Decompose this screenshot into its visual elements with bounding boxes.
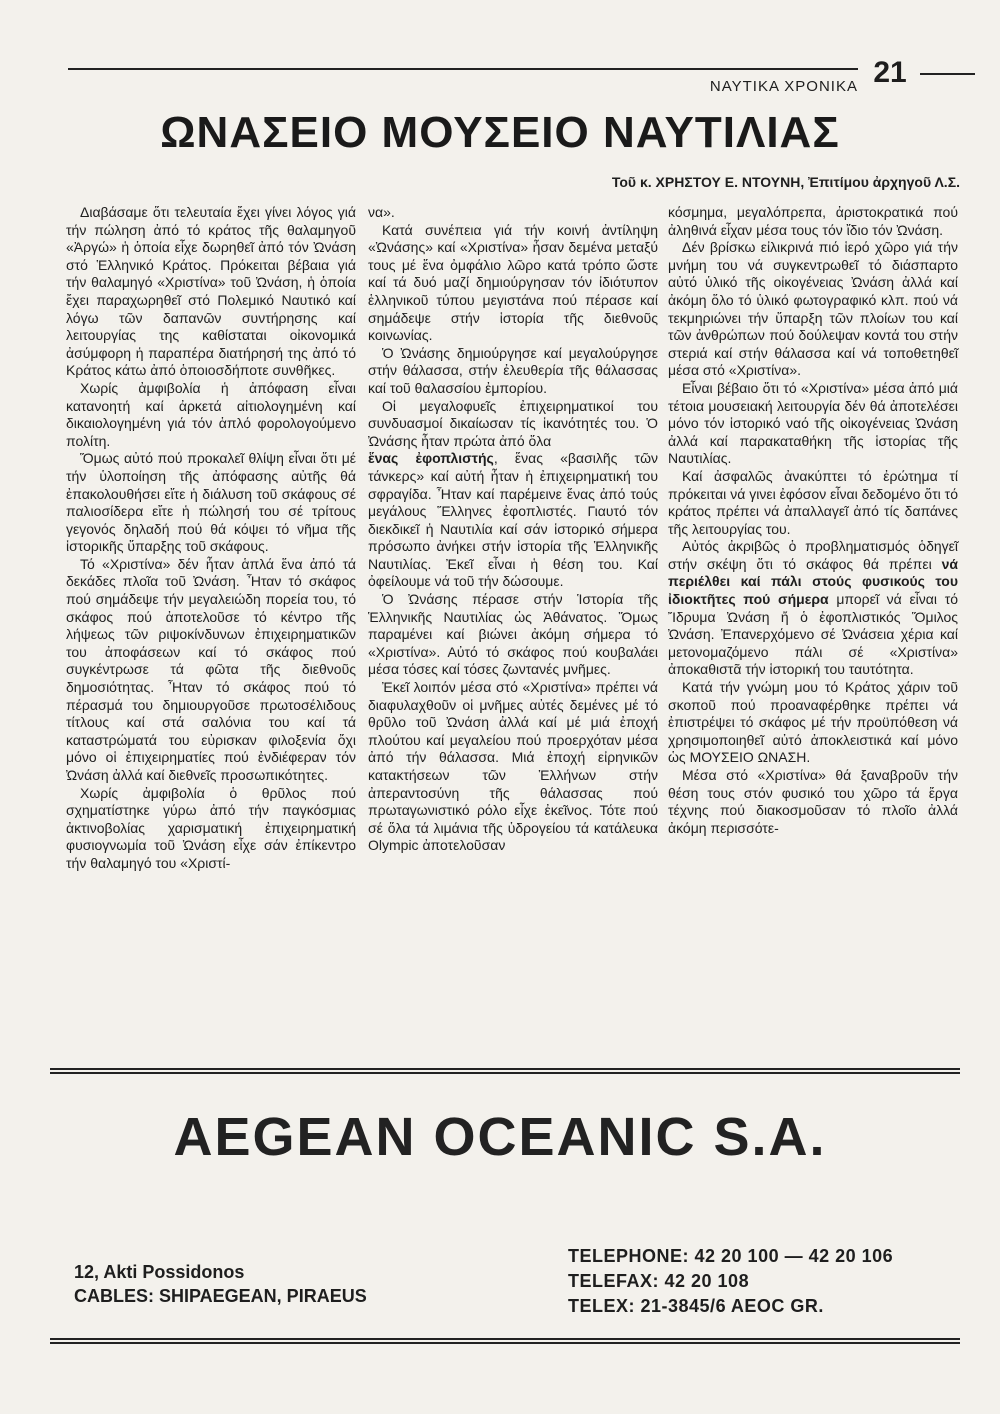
ad-rule-top xyxy=(50,1068,960,1076)
header-rule-left xyxy=(68,68,858,70)
paragraph: Τό «Χριστίνα» δέν ἦταν ἁπλά ἕνα ἀπό τά δεκάδες πλοῖα τοῦ Ὠνάση. Ἦταν τό σκάφος πού σημάδεψε τήν μεγαλειώδη πορεία του, τό σκάφος πού ἀποτελοῦσε τό κέντρο τῆς λήψεως τῶν ριψοκίνδυνων ἐπιχειρηματικῶν του ἀποφάσεων καί τό σκάφος πού συγκέντρωσε τά φῶτα τῆς διεθνοῦς δημοσιότητας. Ἦταν τό σκάφος πού τό πέρασμά του δημιουργοῦσε πρωτοσέλιδους τίτλους καί στά σαλόνια του καί τά καταστρώματά του εὐρισκαν φιλοξενία ὄχι μόνο οἱ ἐπιχειρηματίες πού ἐνδιέφεραν τόν Ὠνάση ἀλλά καί διεθνεῖς προσωπικότητες. xyxy=(66,555,356,783)
ad-address xyxy=(74,1260,474,1308)
rule-line xyxy=(50,1072,960,1074)
article-column-1 xyxy=(66,204,356,873)
rule-line xyxy=(50,1342,960,1344)
paragraph: Εἶναι βέβαιο ὅτι τό «Χριστίνα» μέσα ἀπό μιά τέτοια μουσειακή λειτουργία δέν θά ἀποτελέσει μόνο τόν ἱστορικό ναό τῆς οἰκογένειας Ὠνάση ἀλλά καί παρακαταθήκη τῆς ἱστορίας τῆς Ναυτιλίας. xyxy=(668,379,958,467)
text-run: , ἕνας «βασιλῆς τῶν τάνκερς» καί αὐτή ἦταν ἡ ἐπιχειρηματική του σφραγίδα. Ἦταν καί παρέμεινε ἕνας ἀπό τούς μεγάλους Ἕλληνες ἐφοπλιστές. Γιαυτό τόν διεκδικεῖ ἡ Ναυτιλία καί σάν ἱστορικό σήμερα πρόσωπο ἀνήκει στήν ἱστορία τῆς Ἑλληνικῆς Ναυτιλίας. Ἐκεῖ εἶναι ἡ θέση του. Καί ὀφείλουμε νά τοῦ τήν δώσουμε. xyxy=(368,450,658,590)
paragraph: Χωρίς ἀμφιβολία ἡ ἀπόφαση εἶναι κατανοητή καί ἀρκετά αἰτιολογημένη καί δικαιολογημένη γιά τόν ἁπλό φορολογούμενο πολίτη. xyxy=(66,379,356,449)
paragraph: Διαβάσαμε ὅτι τελευταία ἔχει γίνει λόγος γιά τήν πώληση ἀπό τό κράτος τῆς θαλαμηγοῦ «Ἀργώ» ἡ ὁποία εἶχε δωρηθεῖ ἀπό τόν Ὠνάση στό Ἑλληνικό Κράτος. Πρόκειται βέβαια γιά τήν θαλαμηγό «Χριστίνα» τοῦ Ὠνάση, ἡ ὁποία ἔχει παραχωρηθεῖ στό Πολεμικό Ναυτικό καί λόγω τῶν δαπανῶν συντήρησης καί λειτουργίας της καθίσταται οἰκονομικά ἀσύμφορη ἡ παραπέρα διατήρησή της ἀπό τό Κράτος κάτω ἀπό ὁποιοσδήποτε συνθῆκες. xyxy=(66,204,356,379)
rule-line xyxy=(50,1338,960,1340)
bold-text: νά περιέλθει καί πάλι στούς φυσικούς του ἰδιοκτῆτες πού σήμερα xyxy=(668,555,958,608)
telephone-line: TELEPHONE: 42 20 100 — 42 20 106 xyxy=(568,1246,894,1266)
paragraph: Ὅμως αὐτό πού προκαλεῖ θλίψη εἶναι ὅτι μέ τήν ὑλοποίηση τῆς ἀπόφασης αὐτῆς θά ἐπακολουθήσει εἴτε ἡ διάλυση τοῦ σκάφους σέ παλιοσίδερα εἴτε ἡ πώλησή του σέ τρίτους γεγονός δηλαδή πού θά κόψει τό νῆμα τῆς ἱστορικῆς ὕπαρξης τοῦ σκάφους. xyxy=(66,450,356,555)
magazine-name: ΝΑΥΤΙΚΑ ΧΡΟΝΙΚΑ xyxy=(709,78,858,95)
company-name: AEGEAN OCEANIC S.A. xyxy=(173,1107,827,1167)
paragraph: κόσμημα, μεγαλόπρεπα, ἀριστοκρατικά πού ἀληθινά εἶχαν μέσα τους τόν ἴδιο τόν Ὠνάση. xyxy=(668,204,958,238)
paragraph xyxy=(368,398,658,592)
header-rule-right xyxy=(920,73,975,75)
text-run: Οἱ μεγαλοφυεῖς ἐπιχειρηματικοί του συνδυασμοί δικαίωσαν τίς ἱκανότητές του. Ὁ Ὠνάσης ἦταν πρώτα ἀπό ὅλα xyxy=(368,397,658,449)
ad-rule-bottom xyxy=(50,1338,960,1346)
paragraph: Κατά τήν γνώμη μου τό Κράτος χάριν τοῦ σκοποῦ πού προαναφέρθηκε πρέπει νά ἐπιστρέψει τό σκάφος μέ τήν προϋπόθεση νά χρησιμοποιηθεῖ αὐτό ἀποκλειστικά καί μόνο ὡς ΜΟΥΣΕΙΟ ΩΝΑΣΗ. xyxy=(668,679,958,766)
telefax-line: TELEFAX: 42 20 108 xyxy=(568,1271,750,1291)
page-number: 21 xyxy=(873,56,907,89)
paragraph xyxy=(668,538,958,679)
cables-line: CABLES: SHIPAEGEAN, PIRAEUS xyxy=(74,1286,367,1306)
text-run: μπορεῖ νά εἶναι τό Ἴδρυμα Ὠνάση ἤ ὁ ἐφοπλιστικός Ὅμιλος Ὠνάση. Ἐπανερχόμενο σέ Ὠνάσεια χέρια καί μετονομαζόμενο πάλι σέ «Χριστίνα» ἀποκαθιστᾶ τήν ἱστορική του ταυτότητα. xyxy=(668,591,959,678)
rule-line xyxy=(50,1068,960,1070)
paragraph: Κατά συνέπεια γιά τήν κοινή ἀντίληψη «Ὠνάσης» καί «Χριστίνα» ἦσαν δεμένα μεταξύ τους μέ ἕνα ὀμφάλιο λῶρο κατά τρόπο ὥστε καί τά δυό μαζί δημιούργησαν τόν ἰδιότυπον ἑλληνικοῦ τύπου μεγιστάνα πού πέρασε καί σημάδεψε στήν ἱστορία τῆς διεθνοῦς κοινωνίας. xyxy=(368,221,658,344)
article-byline: Τοῦ κ. ΧΡΗΣΤΟΥ Ε. ΝΤΟΥΝΗ, Ἐπιτίμου ἀρχηγοῦ Λ.Σ. xyxy=(611,174,960,190)
paragraph: Ὁ Ὠνάσης δημιούργησε καί μεγαλούργησε στήν θάλασσα, στήν ἐλευθερία τῆς θάλασσας καί τοῦ θαλασσίου ἐμπορίου. xyxy=(368,344,658,396)
article-column-3 xyxy=(668,204,958,837)
paragraph: Καί ἀσφαλῶς ἀνακύπτει τό ἐρώτημα τί πρόκειται νά γινει ἐφόσον εἶναι δεδομένο ὅτι τό κράτος πρέπει νά ἀπαλλαγεῖ ἀπό τίς δαπάνες τῆς λειτουργίας του. xyxy=(668,467,958,537)
telex-line: TELEX: 21-3845/6 AEOC GR. xyxy=(568,1296,824,1316)
ad-contacts xyxy=(568,1244,968,1319)
bold-text: ἕνας ἐφοπλιστής xyxy=(368,450,494,467)
address-line: 12, Akti Possidonos xyxy=(74,1262,245,1282)
article-title: ΩΝΑΣΕΙΟ ΜΟΥΣΕΙΟ ΝΑΥΤΙΛΙΑΣ xyxy=(160,108,840,157)
paragraph: να». xyxy=(368,204,395,220)
paragraph: Δέν βρίσκω εἰλικρινά πιό ἱερό χῶρο γιά τήν μνήμη του νά συγκεντρωθεῖ τό διάσπαρτο αὐτό ὑλικό τῆς οἰκογένειας Ὠνάση ἀλλά καί ἀκόμη ὅλο τό ὑλικό φωτογραφικό κλπ. πού νά τεκμηριώνει τήν ὕπαρξη τῶν πλοίων του καί τῶν ἀνθρώπων πού δούλεψαν κοντά του στήν στεριά καί στήν θάλασσα καί νά τοποθετηθεῖ μέσα στό «Χριστίνα». xyxy=(668,239,958,379)
text-run: Αὐτός ἀκριβῶς ὁ προβληματισμός ὁδηγεῖ στήν σκέψη ὅτι τό σκάφος θά πρέπει xyxy=(668,538,958,572)
article-column-2 xyxy=(368,204,658,855)
paragraph: Μέσα στό «Χριστίνα» θά ξαναβροῦν τήν θέση τους στόν φυσικό του χῶρο τά ἔργα τέχνης πού διακοσμοῦσαν τό πλοῖο ἀλλά ἀκόμη περισσότε- xyxy=(668,767,958,836)
paragraph: Ὁ Ὠνάσης πέρασε στήν Ἱστορία τῆς Ἑλληνικῆς Ναυτιλίας ὡς Ἀθάνατος. Ὅμως παραμένει καί βιώνει ἀκόμη σήμερα τό «Χριστίνα». Αὐτό τό σκάφος πού κουβαλάει μέσα τόσες καί τόσες ζωντανές μνῆμες. xyxy=(368,591,658,678)
paragraph: Χωρίς ἀμφιβολία ὁ θρῦλος πού σχηματίστηκε γύρω ἀπό τήν παγκόσμιας ἀκτινοβολίας χαρισματική ἐπιχειρηματική φυσιογνωμία τοῦ Ὠνάση εἶχε σάν ἐπίκεντρο τήν θαλαμηγό του «Χριστί- xyxy=(66,784,356,871)
paragraph: Ἐκεῖ λοιπόν μέσα στό «Χριστίνα» πρέπει νά διαφυλαχθοῦν οἱ μνῆμες αὐτές δεμένες μέ τό θρῦλο τοῦ Ὠνάση ἀλλά καί μέ μιά ἐποχή πλούτου καί μεγαλείου πού προερχόταν μέσα ἀπό τήν θάλασσα. Μιά ἐποχή εἰρηνικῶν κατακτήσεων τῶν Ἑλλήνων στήν ἀπεραντοσύνη τῆς θάλασσας πού πρωταγωνιστικό ρόλο εἶχε ἐκεῖνος. Τότε πού σέ ὅλα τά λιμάνια τῆς ὑδρογείου τά κατάλευκα Olympic ἀποτελοῦσαν xyxy=(368,679,658,854)
